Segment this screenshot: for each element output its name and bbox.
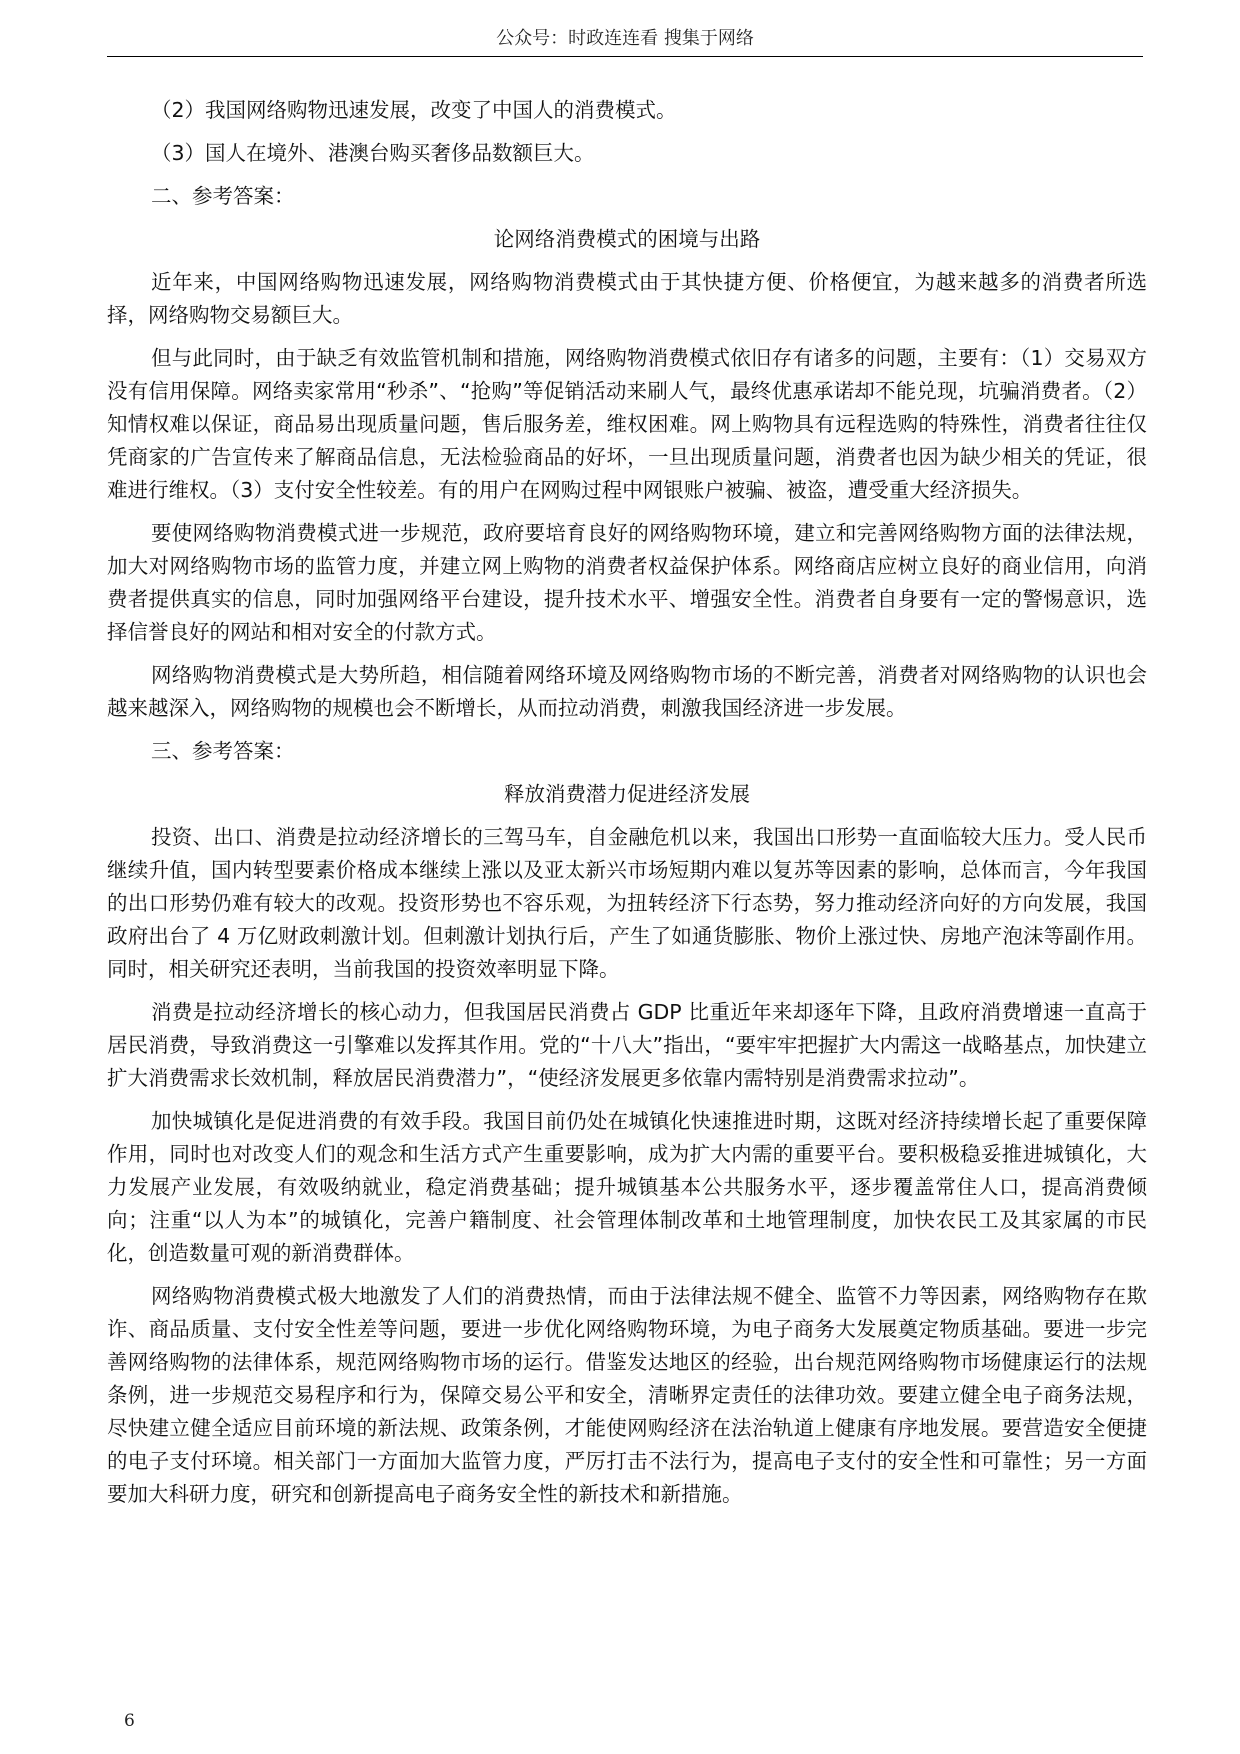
essay1-paragraph-4: 网络购物消费模式是大势所趋，相信随着网络环境及网络购物市场的不断完善，消费者对网络购物的认识也会越来越深入，网络购物的规模也会不断增长，从而拉动消费，刺激我国经济进一步发展。 bbox=[107, 663, 1147, 720]
list-item-2: （2）我国网络购物迅速发展，改变了中国人的消费模式。 bbox=[151, 98, 677, 122]
page-header: 公众号：时政连连看 搜集于网络 bbox=[496, 28, 754, 49]
list-item-3: （3）国人在境外、港澳台购买奢侈品数额巨大。 bbox=[151, 141, 595, 165]
essay1-paragraph-2: 但与此同时，由于缺乏有效监管机制和措施，网络购物消费模式依旧存有诸多的问题，主要有：（1）交易双方没有信用保障。网络卖家常用“秒杀”、“抢购”等促销活动来刷人气，最终优惠承诺却不能兑现，坑骗消费者。（2）知情权难以保证，商品易出现质量问题，售后服务差，维权困难。网上购物具有远程选购的特殊性，消费者往往仅凭商家的广告宣传来了解商品信息，无法检验商品的好坏，一旦出现质量问题，消费者也因为缺少相关的凭证，很难进行维权。（3）支付安全性较差。有的用户在网购过程中网银账户被骗、被盗，遭受重大经济损失。 bbox=[107, 346, 1147, 502]
essay-title-2: 释放消费潜力促进经济发展 bbox=[504, 782, 750, 806]
essay-title-1: 论网络消费模式的困境与出路 bbox=[493, 227, 761, 251]
essay2-paragraph-2: 消费是拉动经济增长的核心动力，但我国居民消费占 GDP 比重近年来却逐年下降，且政府消费增速一直高于居民消费，导致消费这一引擎难以发挥其作用。党的“十八大”指出，“要牢牢把握扩大内需这一战略基点，加快建立扩大消费需求长效机制，释放居民消费潜力”，“使经济发展更多依靠内需特别是消费需求拉动”。 bbox=[107, 1000, 1147, 1090]
section-heading-3: 三、参考答案： bbox=[151, 739, 295, 763]
page-number: 6 bbox=[124, 1711, 135, 1731]
header-divider bbox=[107, 56, 1143, 57]
essay1-paragraph-1: 近年来，中国网络购物迅速发展，网络购物消费模式由于其快捷方便、价格便宜，为越来越多的消费者所选择，网络购物交易额巨大。 bbox=[107, 270, 1147, 327]
document-body bbox=[107, 94, 1147, 1521]
section-heading-2: 二、参考答案： bbox=[151, 184, 295, 208]
essay2-paragraph-4: 网络购物消费模式极大地激发了人们的消费热情，而由于法律法规不健全、监管不力等因素，网络购物存在欺诈、商品质量、支付安全性差等问题，要进一步优化网络购物环境，为电子商务大发展奠定物质基础。要进一步完善网络购物的法律体系，规范网络购物市场的运行。借鉴发达地区的经验，出台规范网络购物市场健康运行的法规条例，进一步规范交易程序和行为，保障交易公平和安全，清晰界定责任的法律功效。要建立健全电子商务法规，尽快建立健全适应目前环境的新法规、政策条例，才能使网购经济在法治轨道上健康有序地发展。要营造安全便捷的电子支付环境。相关部门一方面加大监管力度，严厉打击不法行为，提高电子支付的安全性和可靠性；另一方面要加大科研力度，研究和创新提高电子商务安全性的新技术和新措施。 bbox=[107, 1284, 1147, 1506]
essay2-paragraph-1: 投资、出口、消费是拉动经济增长的三驾马车，自金融危机以来，我国出口形势一直面临较大压力。受人民币继续升值，国内转型要素价格成本继续上涨以及亚太新兴市场短期内难以复苏等因素的影响，总体而言，今年我国的出口形势仍难有较大的改观。投资形势也不容乐观，为扭转经济下行态势，努力推动经济向好的方向发展，我国政府出台了 4 万亿财政刺激计划。但刺激计划执行后，产生了如通货膨胀、物价上涨过快、房地产泡沫等副作用。同时，相关研究还表明，当前我国的投资效率明显下降。 bbox=[107, 825, 1147, 981]
essay2-paragraph-3: 加快城镇化是促进消费的有效手段。我国目前仍处在城镇化快速推进时期，这既对经济持续增长起了重要保障作用，同时也对改变人们的观念和生活方式产生重要影响，成为扩大内需的重要平台。要积极稳妥推进城镇化，大力发展产业发展，有效吸纳就业，稳定消费基础；提升城镇基本公共服务水平，逐步覆盖常住人口，提高消费倾向；注重“以人为本”的城镇化，完善户籍制度、社会管理体制改革和土地管理制度，加快农民工及其家属的市民化，创造数量可观的新消费群体。 bbox=[107, 1109, 1147, 1265]
essay1-paragraph-3: 要使网络购物消费模式进一步规范，政府要培育良好的网络购物环境，建立和完善网络购物方面的法律法规，加大对网络购物市场的监管力度，并建立网上购物的消费者权益保护体系。网络商店应树立良好的商业信用，向消费者提供真实的信息，同时加强网络平台建设，提升技术水平、增强安全性。消费者自身要有一定的警惕意识，选择信誉良好的网站和相对安全的付款方式。 bbox=[107, 521, 1147, 644]
